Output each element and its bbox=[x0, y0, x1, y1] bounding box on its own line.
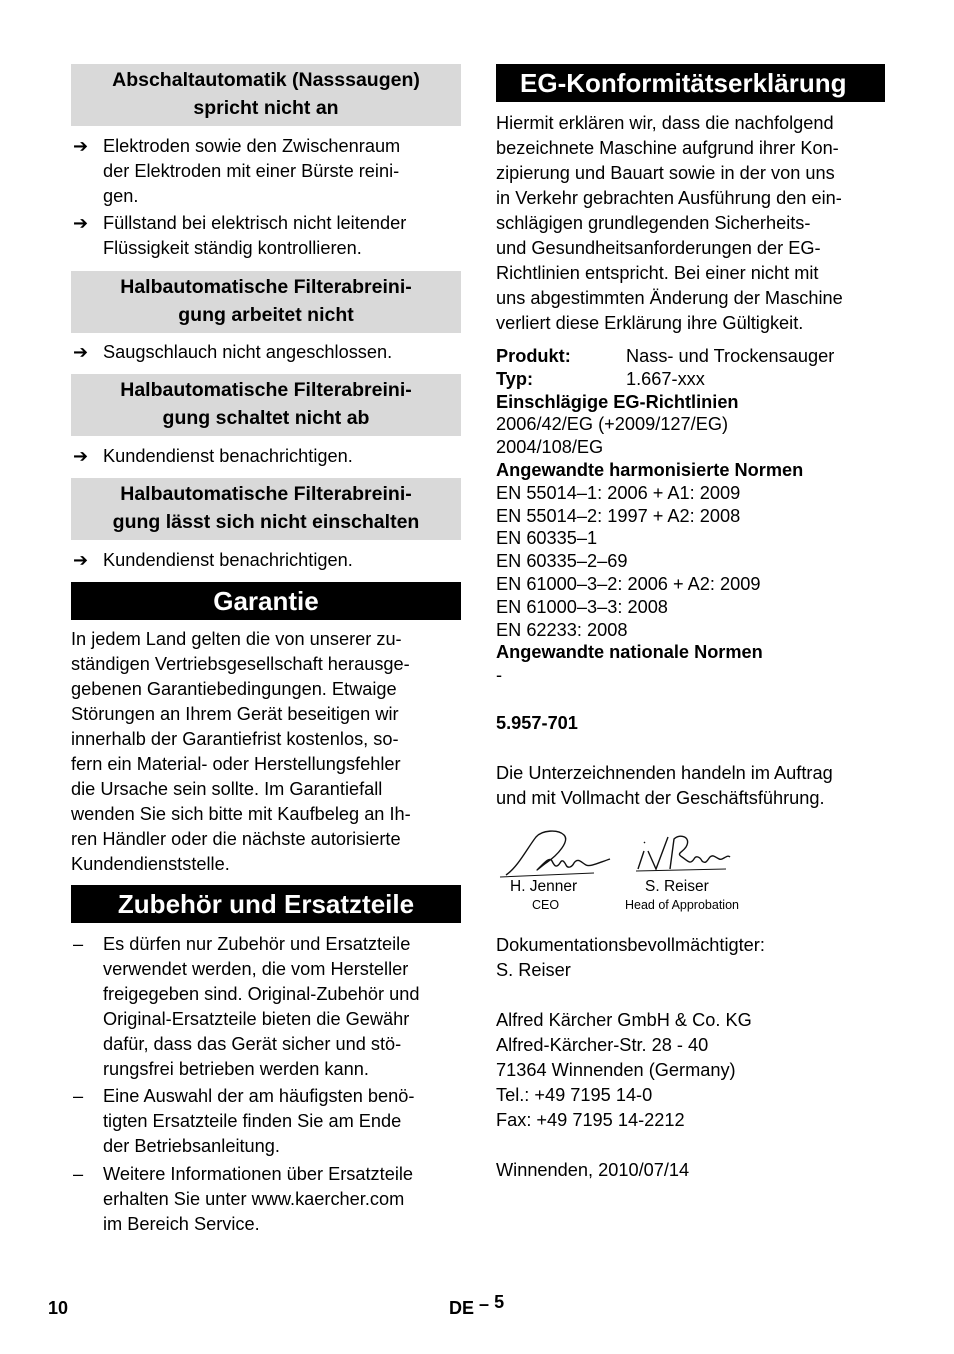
arrow-right-icon: ➔ bbox=[73, 342, 89, 362]
list-item: – Weitere Informationen über Ersatzteile erhalten Sie unter www.kaercher.com im Bereich Service. bbox=[72, 1164, 414, 1234]
signer1-role: CEO bbox=[532, 897, 560, 912]
arrow-right-icon: ➔ bbox=[73, 213, 89, 233]
list-item: ➔ Elektroden sowie den Zwischenraum der Elektroden mit einer Bürste reini- gen. bbox=[73, 136, 401, 206]
produkt-row: Produkt: Nass- und Trockensauger bbox=[496, 346, 835, 366]
place-date: Winnenden, 2010/07/14 bbox=[496, 1159, 690, 1180]
signer1-name: H. Jenner bbox=[510, 877, 578, 895]
arrow-right-icon: ➔ bbox=[73, 550, 89, 570]
nationale-normen-block: Angewandte nationale Normen - bbox=[496, 642, 763, 686]
arrow-right-icon: ➔ bbox=[73, 446, 89, 466]
section-filterabreinigung-schaltet bbox=[71, 374, 461, 469]
dash-bullet: – bbox=[72, 1086, 84, 1106]
page-number: 10 bbox=[48, 1298, 69, 1318]
left-column bbox=[71, 64, 461, 1237]
section-heading: Halbautomatische Filterabreini- gung lässt sich nicht einschalten bbox=[71, 478, 461, 540]
bevollmaechtigter: Dokumentationsbevollmächtigter: S. Reiser bbox=[496, 934, 765, 980]
section-zubehoer bbox=[71, 885, 461, 1237]
typ-row: Typ: 1.667-xxx bbox=[496, 368, 705, 389]
signer2-role: Head of Approbation bbox=[625, 897, 739, 912]
document-number: 5.957-701 bbox=[496, 712, 578, 733]
signatures bbox=[496, 827, 885, 927]
list-item: – Es dürfen nur Zubehör und Ersatzteile verwendet werden, die vom Hersteller freigegeben sind. Original-Zubehör und Original-Ersatzteile bieten die Gewähr dafür, dass das Gerät sicher und stö- rungsfrei betrieben werden kann. bbox=[72, 934, 420, 1079]
section-title-zubehoer: Zubehör und Ersatzteile bbox=[71, 885, 461, 923]
section-heading: Halbautomatische Filterabreini- gung arbeitet nicht bbox=[71, 271, 461, 333]
section-filterabreinigung-arbeitet bbox=[71, 271, 461, 365]
right-column bbox=[496, 64, 885, 1183]
signer2-name: S. Reiser bbox=[645, 877, 709, 895]
harmonisierte-normen-block: Angewandte harmonisierte Normen EN 55014–1: 2006 + A1: 2009 EN 55014–2: 1997 + A2: 2008 EN 60335–1 EN 60335–2–69 EN 61000–3–2: 2006 + A2: 2009 EN 61000–3–3: 2008 EN 62233: 2008 bbox=[496, 459, 804, 640]
signature-reiser bbox=[634, 829, 734, 879]
company-address: Alfred Kärcher GmbH & Co. KG Alfred-Kärcher-Str. 28 - 40 71364 Winnenden (Germany) Tel.: +49 7195 14-0 Fax: +49 7195 14-2212 bbox=[496, 1009, 752, 1130]
arrow-right-icon: ➔ bbox=[73, 136, 89, 156]
section-filterabreinigung-einschalten bbox=[71, 478, 461, 573]
list-item: ➔ Saugschlauch nicht angeschlossen. bbox=[71, 340, 461, 365]
dash-bullet: – bbox=[72, 1164, 84, 1184]
footer-section bbox=[449, 1292, 505, 1319]
section-title-konformitaet: EG-Konformitätserklärung bbox=[496, 64, 885, 102]
signature-jenner bbox=[498, 827, 623, 882]
section-abschaltautomatik bbox=[71, 64, 461, 261]
section-garantie bbox=[71, 582, 461, 877]
footer-lang: DE bbox=[449, 1298, 475, 1318]
section-heading: Abschaltautomatik (Nasssaugen) spricht nicht an bbox=[71, 64, 461, 126]
list-item: ➔ Füllstand bei elektrisch nicht leitender Flüssigkeit ständig kontrollieren. bbox=[73, 213, 407, 258]
list-item: ➔ Kundendienst benachrichtigen. bbox=[71, 444, 461, 469]
section-heading: Halbautomatische Filterabreini- gung schaltet nicht ab bbox=[71, 374, 461, 436]
footer-dash: – bbox=[479, 1294, 490, 1314]
dash-bullet: – bbox=[72, 934, 84, 954]
list-item: ➔ Kundendienst benachrichtigen. bbox=[71, 548, 461, 573]
richtlinien-block: Einschlägige EG-Richtlinien 2006/42/EG (+2009/127/EG) 2004/108/EG bbox=[496, 391, 739, 458]
footer-section-number: 5 bbox=[494, 1292, 505, 1312]
list-item: – Eine Auswahl der am häufigsten benö- tigten Ersatzteile finden Sie am Ende der Betriebsanleitung. bbox=[72, 1086, 415, 1156]
konformitaet-intro: Hiermit erklären wir, dass die nachfolgend bezeichnete Maschine aufgrund ihrer Kon- zipierung und Bauart sowie in der von uns in Verkehr gebrachten Ausführung den ein- schlägigen grundlegenden Sicherheits- und Gesundheitsanforderungen der EG- Richtlinien entspricht. Bei einer nicht mit uns abgestimmten Änderung der Maschine verliert diese Erklärung ihre Gültigkeit. bbox=[496, 113, 843, 333]
signers-statement: Die Unterzeichnenden handeln im Auftrag und mit Vollmacht der Geschäftsführung. bbox=[496, 762, 833, 808]
garantie-text: In jedem Land gelten die von unserer zu- ständigen Vertriebsgesellschaft herausge- gebenen Garantiebedingungen. Etwaige Störungen an Ihrem Gerät beseitigen wir innerhalb der Garantiefrist kostenlos, so- fern ein Material- oder Herstellungsfehler die Ursache sein sollte. Im Garantiefall wenden Sie sich bitte mit Kaufbeleg an Ih- ren Händler oder die nächste autorisierte Kundendienststelle. bbox=[71, 629, 411, 874]
section-title-garantie: Garantie bbox=[71, 582, 461, 620]
